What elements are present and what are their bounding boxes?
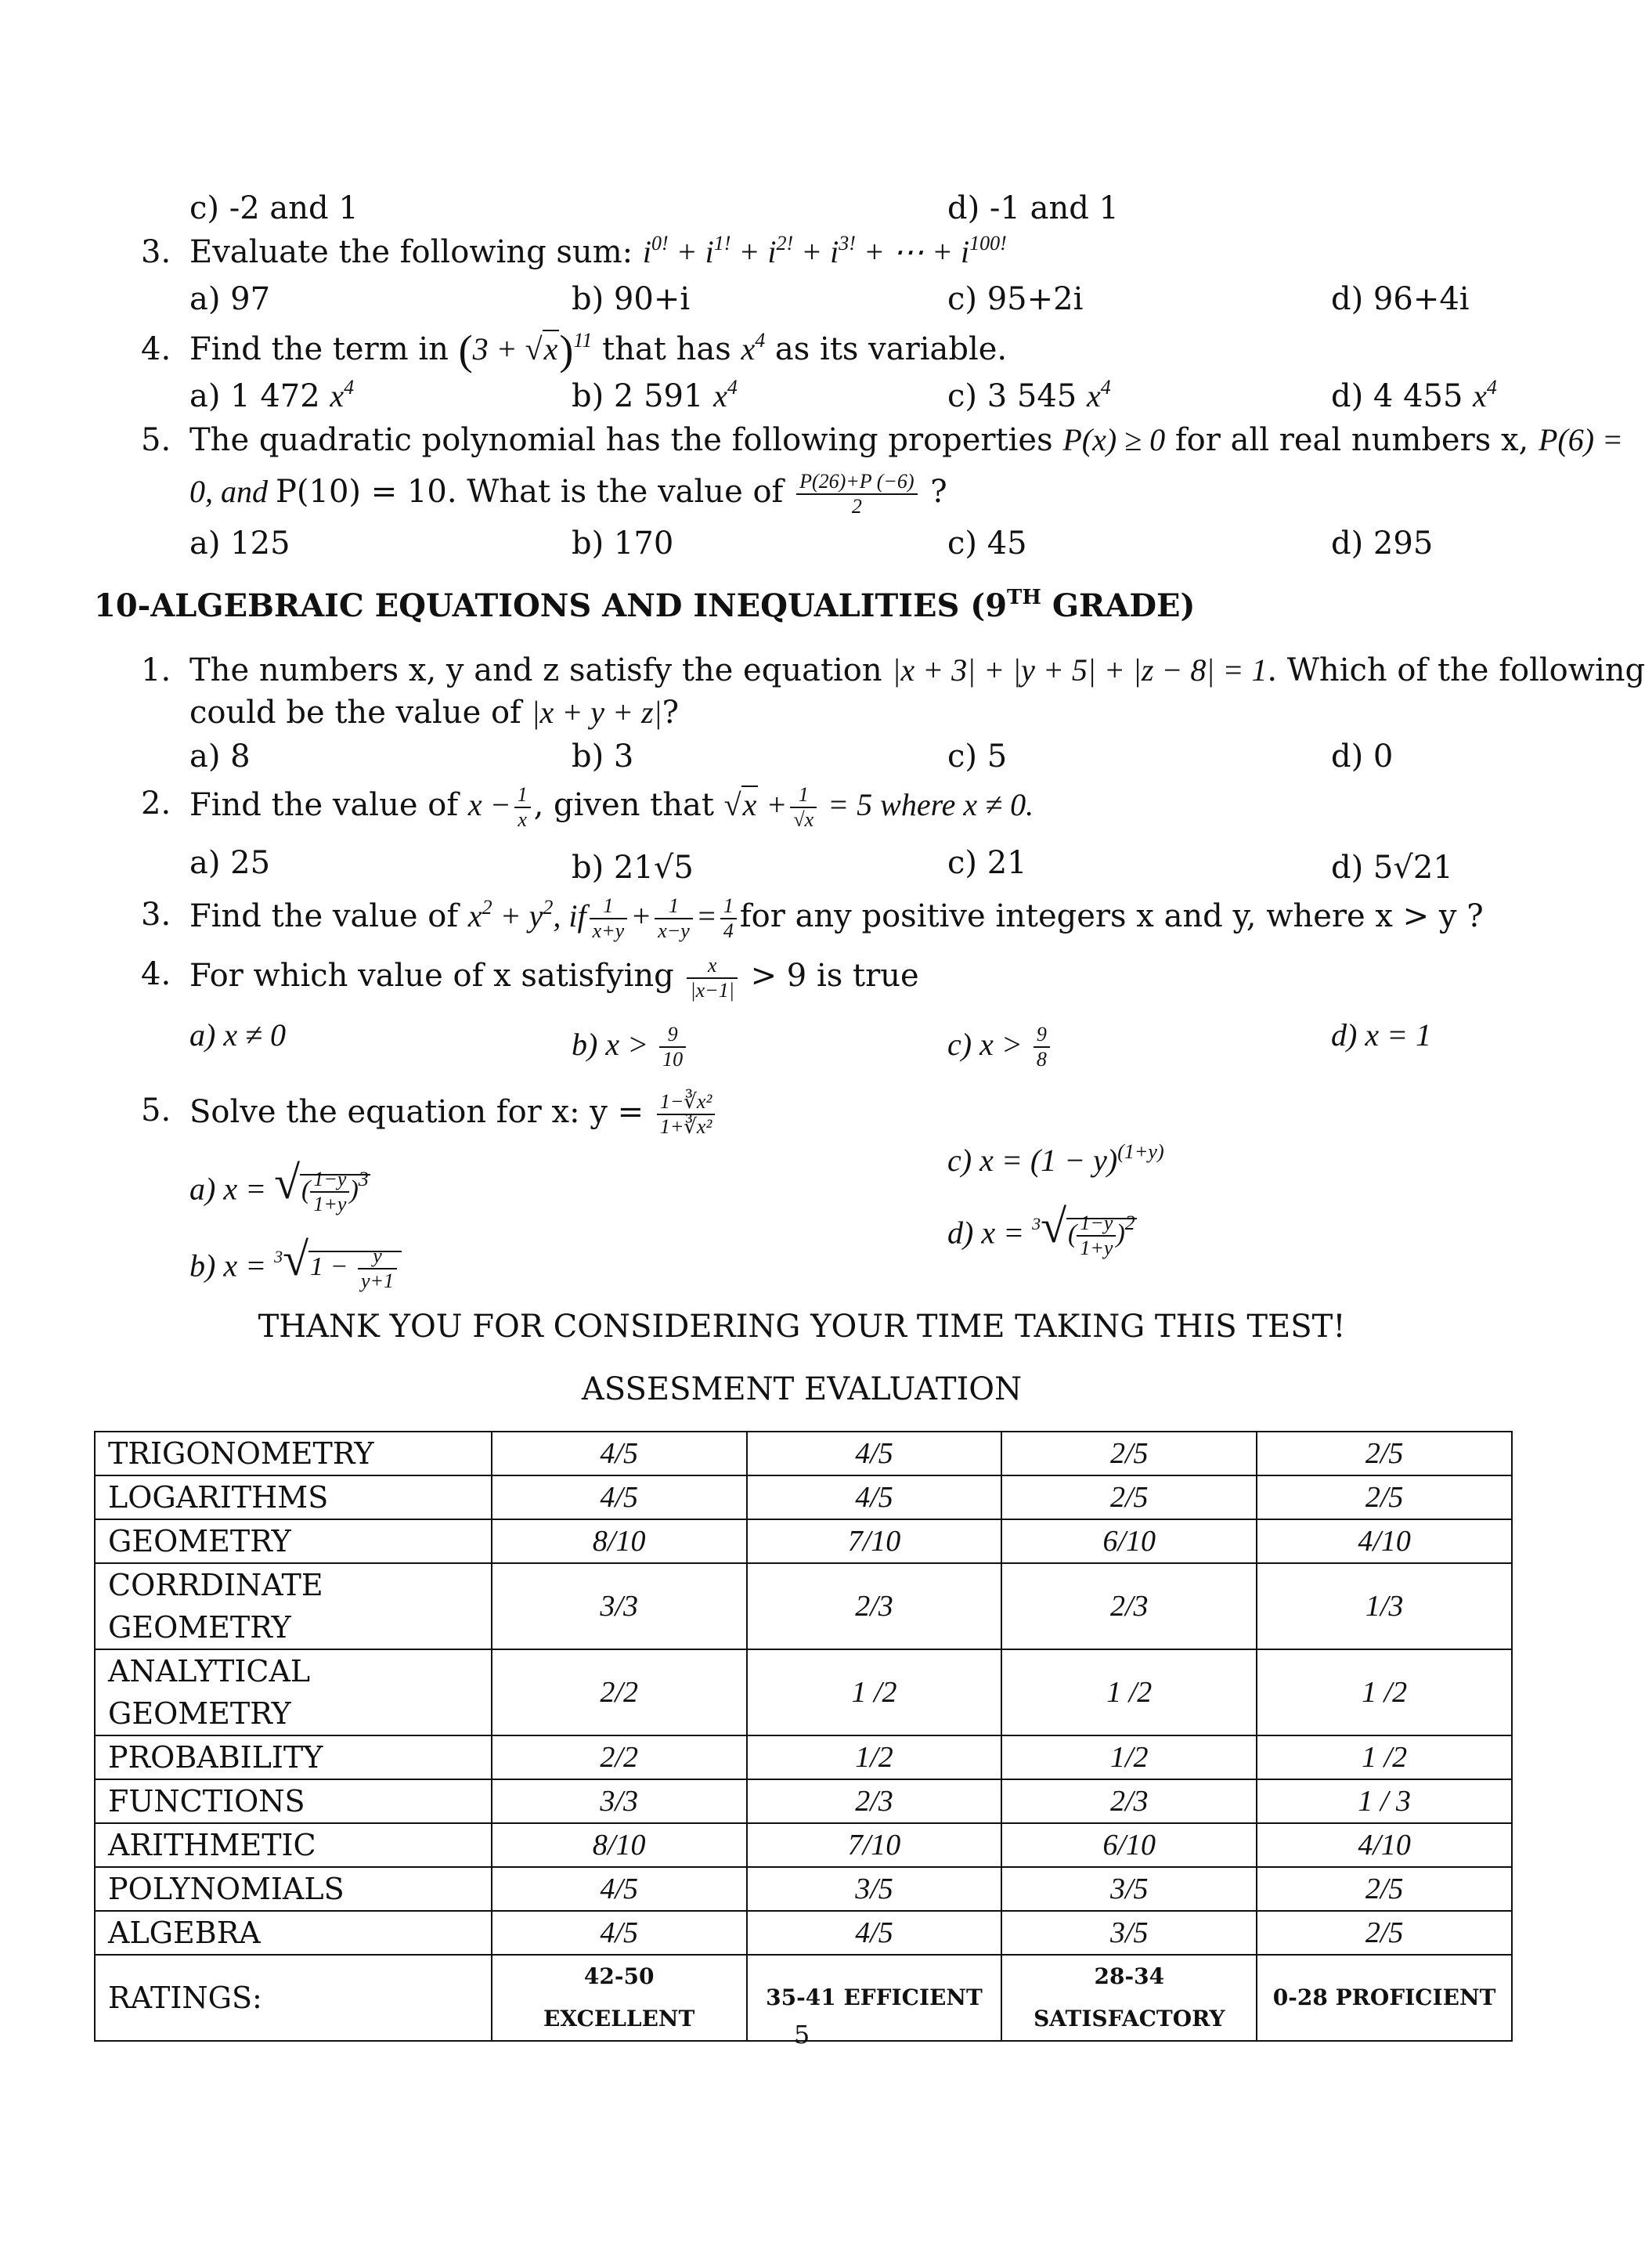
q2-option-c: c) -2 and 1 — [189, 190, 359, 226]
score-cell: 2/3 — [1001, 1563, 1257, 1649]
table-row — [95, 1563, 1512, 1649]
category-cell: FUNCTIONS — [95, 1779, 492, 1823]
page-number: 5 — [793, 2020, 810, 2050]
thank-you-text: THANK YOU FOR CONSIDERING YOUR TIME TAKING THIS TEST! — [258, 1309, 1346, 1345]
table-row — [95, 1867, 1512, 1911]
score-cell: 1 /2 — [747, 1649, 1002, 1735]
evaluation-title: ASSESMENT EVALUATION — [581, 1371, 1023, 1407]
prev-q3-number: 3. — [141, 234, 171, 270]
score-cell: 1/3 — [1257, 1563, 1512, 1649]
prev-q4-number: 4. — [141, 331, 171, 367]
score-cell: 2/2 — [492, 1735, 747, 1779]
score-cell: 4/5 — [747, 1432, 1002, 1475]
rating-cell: 35-41 EFFICIENT — [747, 1955, 1002, 2041]
score-cell: 2/5 — [1257, 1475, 1512, 1519]
category-cell: ANALYTICAL GEOMETRY — [95, 1649, 492, 1735]
q4-option-c: c) x > $\frac{9}{8}$ — [947, 1023, 1053, 1071]
category-cell: PROBABILITY — [95, 1735, 492, 1779]
score-cell: 7/10 — [747, 1519, 1002, 1563]
prev-q3-text: Evaluate the following sum: $i^{0!} + i^{1!} + i^{2!} + i^{3!}$ + ⋯ + $i^{100!}$ — [189, 232, 1007, 270]
score-cell: 1 /2 — [1257, 1735, 1512, 1779]
q3-text: Find the value of $x^2 + y^2$, if $\frac{1}{x+y}$ + $\frac{1}{x-y}$ = $\frac{1}{4}$ for any positive integers x and y, where x > y ? — [189, 894, 1484, 942]
score-cell: 3/5 — [747, 1867, 1002, 1911]
category-cell: TRIGONOMETRY — [95, 1432, 492, 1475]
score-cell: 2/5 — [1257, 1432, 1512, 1475]
q5-option-c: c) $x = (1 - y)^{(1+y)}$ — [947, 1140, 1164, 1178]
score-cell: 2/3 — [747, 1779, 1002, 1823]
score-cell: 4/5 — [492, 1432, 747, 1475]
q2-option-d: d) 5√21 — [1331, 850, 1453, 886]
table-row — [95, 1475, 1512, 1519]
score-cell: 3/3 — [492, 1779, 747, 1823]
score-cell: 2/2 — [492, 1649, 747, 1735]
table-row — [95, 1779, 1512, 1823]
rating-cell: 0-28 PROFICIENT — [1257, 1955, 1512, 2041]
score-cell: 4/5 — [492, 1475, 747, 1519]
q4-option-b: b) x > $\frac{9}{10}$ — [572, 1023, 689, 1071]
score-cell: 2/5 — [1001, 1475, 1257, 1519]
q2-option-b: b) 21√5 — [572, 850, 694, 886]
q5-text: Solve the equation for x: y = $\frac{\text{1−∛x²}}{\text{1+∛x²}}$ — [189, 1090, 718, 1139]
score-cell: 2/3 — [747, 1563, 1002, 1649]
score-cell: 2/5 — [1001, 1432, 1257, 1475]
q5-option-d: d) x = $^3$√( $\frac{1-y}{1+y}$ )$^2$ — [947, 1201, 1135, 1260]
prev-q5-line2: 0, and P(10) = 10. What is the value of $\frac{P(26)+P (-6)}{2}$ ? — [189, 470, 947, 518]
q1-option-c: c) 5 — [947, 739, 1008, 775]
table-row — [95, 1519, 1512, 1563]
prev-q4-text: Find the term in $(3 + √x)^{11}$ that has $x^4$ as its variable. — [189, 327, 1008, 374]
category-cell: GEOMETRY — [95, 1519, 492, 1563]
score-cell: 4/5 — [747, 1475, 1002, 1519]
score-cell: 8/10 — [492, 1519, 747, 1563]
prev-q5-line1: The quadratic polynomial has the following properties P(x) ≥ 0 for all real numbers x, P(6) = — [189, 422, 1624, 458]
score-cell: 4/10 — [1257, 1823, 1512, 1867]
score-cell: 2/5 — [1257, 1911, 1512, 1955]
q1-option-a: a) 8 — [189, 739, 251, 775]
q3-number: 3. — [141, 897, 171, 933]
category-cell: ALGEBRA — [95, 1911, 492, 1955]
q2-number: 2. — [141, 785, 171, 822]
score-cell: 4/10 — [1257, 1519, 1512, 1563]
q5-option-b: b) x = $^3$√1 − $\frac{y}{y+1}$ — [189, 1244, 402, 1293]
prev-q3-option-b: b) 90+i — [572, 281, 691, 317]
table-row — [95, 1911, 1512, 1955]
score-cell: 4/5 — [492, 1911, 747, 1955]
prev-q4-option-c: c) 3 545 $x^4$ — [947, 376, 1111, 414]
score-cell: 6/10 — [1001, 1823, 1257, 1867]
score-cell: 3/5 — [1001, 1911, 1257, 1955]
table-row — [95, 1735, 1512, 1779]
q1-option-b: b) 3 — [572, 739, 634, 775]
category-cell: LOGARITHMS — [95, 1475, 492, 1519]
q1-line2: could be the value of |x + y + z|? — [189, 695, 680, 731]
score-cell: 7/10 — [747, 1823, 1002, 1867]
prev-q4-option-b: b) 2 591 $x^4$ — [572, 376, 738, 414]
q2-option-c: c) 21 — [947, 845, 1027, 881]
q1-line1: The numbers x, y and z satisfy the equation |x + 3| + |y + 5| + |z − 8| = 1. Which of the following — [189, 652, 1645, 688]
score-cell: 2/5 — [1257, 1867, 1512, 1911]
prev-q5-option-b: b) 170 — [572, 525, 674, 562]
section-title: 10-ALGEBRAIC EQUATIONS AND INEQUALITIES (9TH GRADE) — [94, 586, 1196, 624]
evaluation-table — [94, 1431, 1513, 2042]
score-cell: 1/2 — [1001, 1735, 1257, 1779]
score-cell: 3/3 — [492, 1563, 747, 1649]
score-cell: 1 /2 — [1257, 1649, 1512, 1735]
table-row — [95, 1432, 1512, 1475]
q4-option-d: d) x = 1 — [1331, 1017, 1432, 1053]
score-cell: 4/5 — [747, 1911, 1002, 1955]
rating-cell: 28-34 SATISFACTORY — [1001, 1955, 1257, 2041]
rating-cell: 42-50 EXCELLENT — [492, 1955, 747, 2041]
prev-q5-option-c: c) 45 — [947, 525, 1027, 562]
category-cell: CORRDINATE GEOMETRY — [95, 1563, 492, 1649]
q4-number: 4. — [141, 956, 171, 992]
prev-q5-number: 5. — [141, 422, 171, 458]
prev-q4-option-d: d) 4 455 $x^4$ — [1331, 376, 1497, 414]
q2-option-d: d) -1 and 1 — [947, 190, 1119, 226]
score-cell: 3/5 — [1001, 1867, 1257, 1911]
score-cell: 8/10 — [492, 1823, 747, 1867]
q1-option-d: d) 0 — [1331, 739, 1394, 775]
prev-q5-option-d: d) 295 — [1331, 525, 1434, 562]
prev-q3-option-a: a) 97 — [189, 281, 271, 317]
table-row — [95, 1823, 1512, 1867]
prev-q5-option-a: a) 125 — [189, 525, 290, 562]
category-cell: ARITHMETIC — [95, 1823, 492, 1867]
q5-number: 5. — [141, 1092, 171, 1129]
score-cell: 1 /2 — [1001, 1649, 1257, 1735]
table-row — [95, 1649, 1512, 1735]
prev-q3-option-d: d) 96+4i — [1331, 281, 1470, 317]
score-cell: 2/3 — [1001, 1779, 1257, 1823]
q2-text: Find the value of x − $\frac{1}{x}$ , given that √x + $\frac{1}{√x}$ = 5 where x ≠ 0. — [189, 783, 1034, 831]
prev-q3-option-c: c) 95+2i — [947, 281, 1084, 317]
score-cell: 4/5 — [492, 1867, 747, 1911]
category-cell: POLYNOMIALS — [95, 1867, 492, 1911]
score-cell: 1/2 — [747, 1735, 1002, 1779]
q4-option-a: a) x ≠ 0 — [189, 1017, 287, 1053]
ratings-label: RATINGS: — [95, 1955, 492, 2041]
q2-option-a: a) 25 — [189, 845, 271, 881]
prev-q4-option-a: a) 1 472 $x^4$ — [189, 376, 355, 414]
score-cell: 6/10 — [1001, 1519, 1257, 1563]
q4-text: For which value of x satisfying $\frac{x}{|x-1|}$ > 9 is true — [189, 954, 919, 1002]
score-cell: 1 / 3 — [1257, 1779, 1512, 1823]
q5-option-a: a) x = √( $\frac{1-y}{1+y}$ )$^3$ — [189, 1157, 369, 1216]
q1-number: 1. — [141, 652, 171, 688]
